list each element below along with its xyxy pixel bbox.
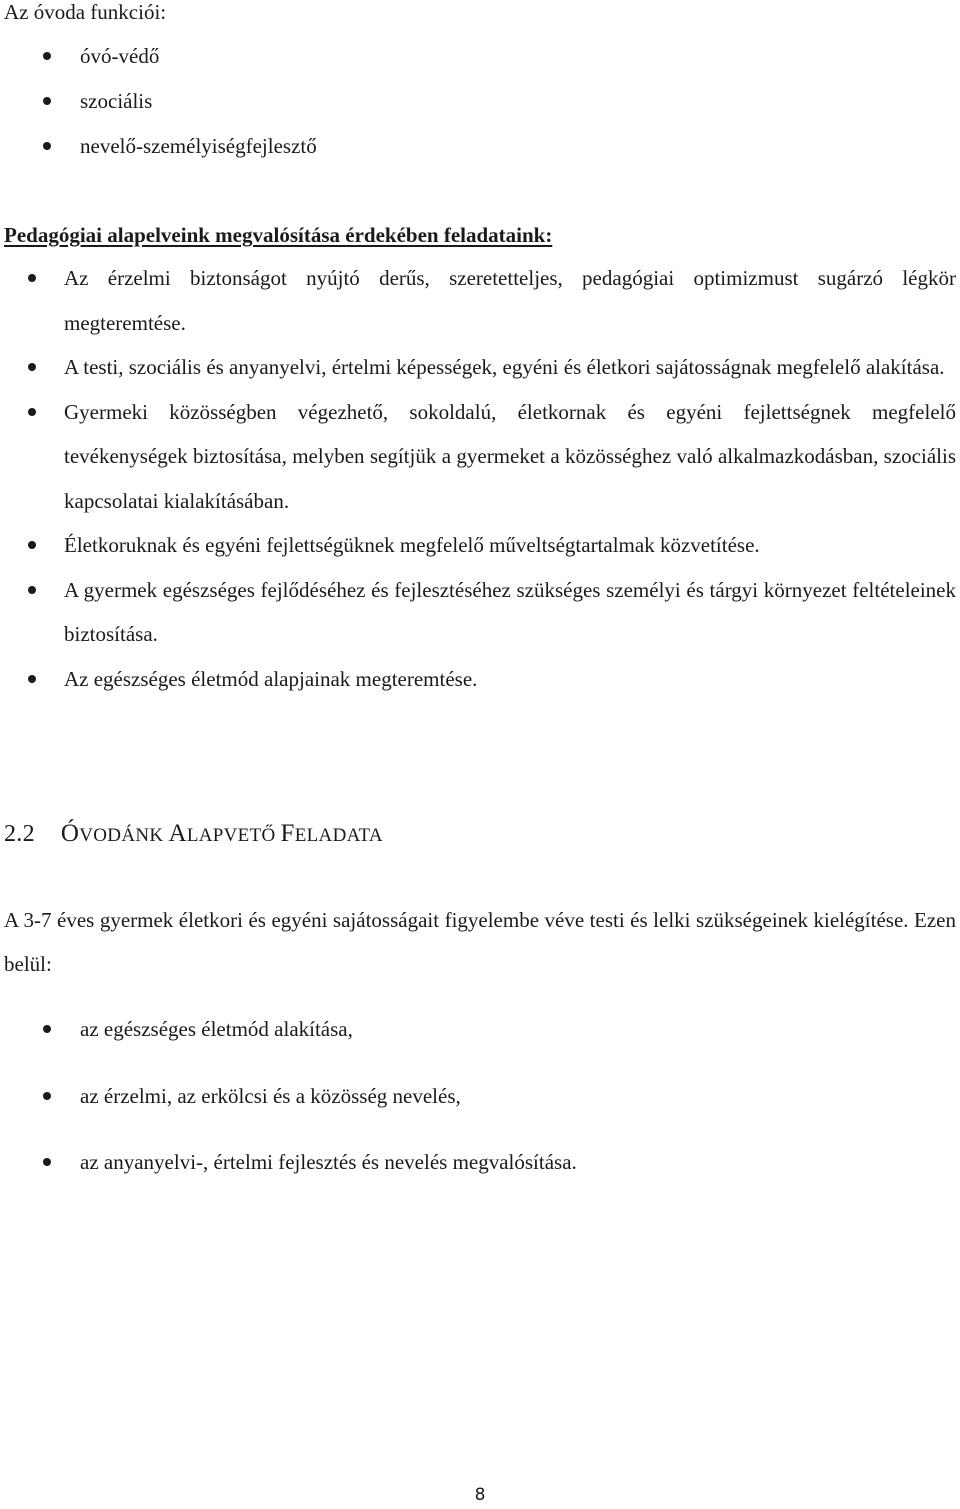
list-item: [0, 79, 960, 124]
section-number: 2.2: [4, 821, 35, 847]
tasks-list: [0, 256, 956, 701]
bullet-icon: [43, 1092, 51, 1100]
list-item: [0, 1007, 960, 1074]
bullet-icon: [28, 408, 36, 416]
section-title-part: VODÁNK: [79, 825, 169, 846]
within-list: [0, 1007, 960, 1207]
bullet-icon: [43, 97, 51, 105]
tasks-heading: Pedagógiai alapelveink megvalósítása érdekében feladataink:: [4, 223, 553, 247]
list-item: [0, 345, 956, 390]
bullet-icon: [28, 586, 36, 594]
list-item-text: Életkoruknak és egyéni fejlettségüknek megfelelő műveltségtartalmak közvetítése.: [64, 533, 760, 557]
list-item: [0, 1140, 960, 1207]
section-title-part: F: [280, 820, 295, 847]
section-heading: [4, 812, 383, 858]
list-item-text: A testi, szociális és anyanyelvi, értelmi képességek, egyéni és életkori sajátosságnak megfelelő alakítása.: [64, 355, 945, 379]
list-item: [0, 34, 960, 79]
list-item: [0, 1074, 960, 1141]
bullet-icon: [28, 541, 36, 549]
list-item: [0, 390, 956, 524]
list-item-text: óvó-védő: [80, 44, 160, 68]
section-title-part: ELADATA: [294, 825, 383, 846]
section-title-part: LAPVETŐ: [186, 825, 281, 846]
section-title-part: Ó: [60, 820, 80, 847]
page-number: 8: [474, 1485, 486, 1505]
bullet-icon: [43, 1025, 51, 1033]
list-item: [0, 256, 956, 345]
bullet-icon: [43, 52, 51, 60]
list-item-text: nevelő-személyiségfejlesztő: [80, 134, 317, 158]
functions-label: Az óvoda funkciói:: [4, 0, 167, 24]
bullet-icon: [43, 142, 51, 150]
bullet-icon: [28, 675, 36, 683]
bullet-icon: [43, 1158, 51, 1166]
list-item-text: Az egészséges életmód alapjainak megteremtése.: [64, 666, 478, 691]
functions-list: [0, 34, 960, 169]
bullet-icon: [28, 274, 36, 282]
list-item-text: az anyanyelvi-, értelmi fejlesztés és nevelés megvalósítása.: [80, 1150, 577, 1174]
list-item: [0, 523, 956, 568]
list-item-text: A gyermek egészséges fejlődéséhez és fejlesztéséhez szükséges személyi és tárgyi környezet feltételeinek biztosítása.: [64, 577, 956, 646]
list-item: [0, 568, 956, 657]
list-item-text: szociális: [80, 89, 153, 113]
section-paragraph: A 3-7 éves gyermek életkori és egyéni sajátosságait figyelembe véve testi és lelki szükségeinek kielégítése. Ezen belül:: [4, 908, 956, 976]
list-item: [0, 124, 960, 169]
list-item-text: Gyermeki közösségben végezhető, sokoldalú, életkornak és egyéni fejlettségnek megfelelő tevékenységek biztosítása, melyben segítjük a gyermeket a közösséghez való alkalmazkodásban, szociális kapcsolatai kialakításában.: [64, 399, 956, 513]
bullet-icon: [28, 363, 36, 371]
section-title-part: A: [168, 820, 187, 847]
list-item-text: az érzelmi, az erkölcsi és a közösség nevelés,: [80, 1083, 461, 1108]
list-item-text: Az érzelmi biztonságot nyújtó derűs, szeretetteljes, pedagógiai optimizmust sugárzó légkör megteremtése.: [64, 266, 956, 335]
list-item-text: az egészséges életmód alakítása,: [80, 1017, 353, 1041]
list-item: [0, 657, 956, 702]
